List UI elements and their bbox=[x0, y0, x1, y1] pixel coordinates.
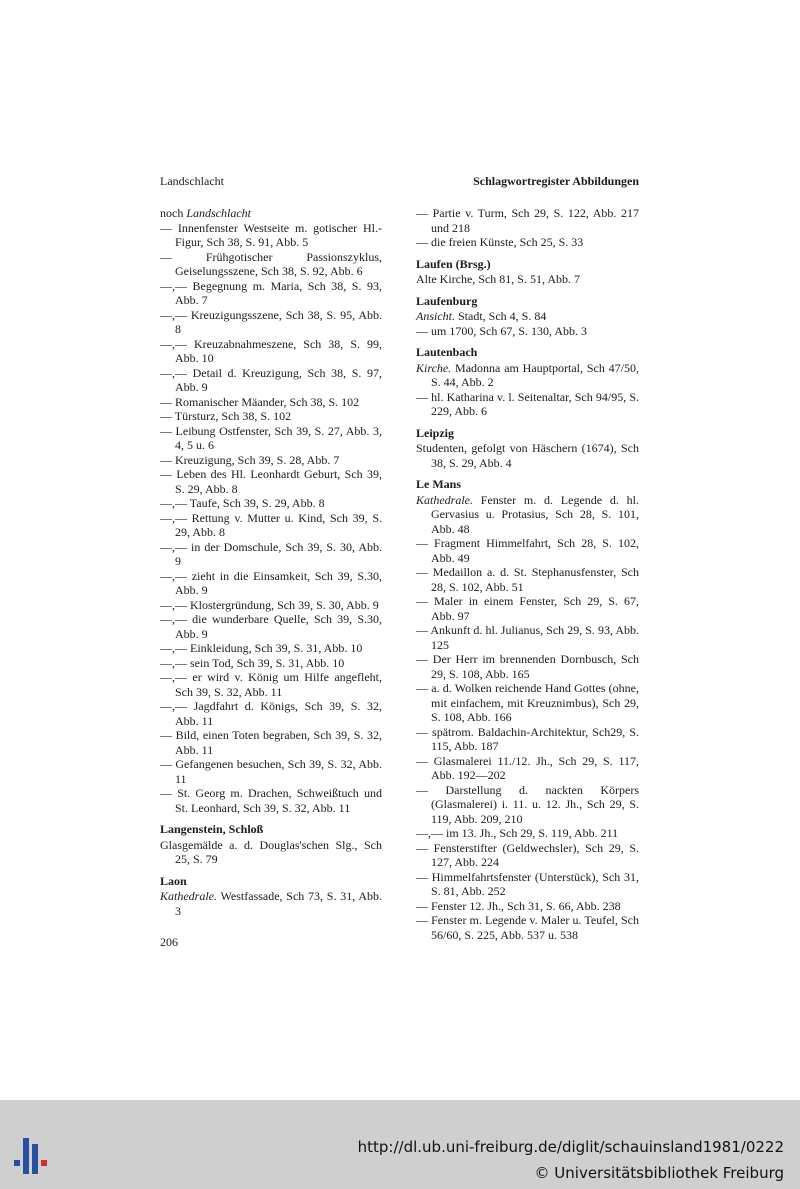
index-entry-text: — Maler in einem Fenster, Sch 29, S. 67, Abb. 97 bbox=[416, 594, 639, 623]
index-entry bbox=[416, 652, 639, 681]
index-entry bbox=[160, 540, 382, 569]
index-entry-italic-head: Kirche. bbox=[416, 360, 452, 375]
index-entry-text: — Fragment Himmelfahrt, Sch 28, S. 102, Abb. 49 bbox=[416, 536, 639, 565]
index-entry-text: —,— Rettung v. Mutter u. Kind, Sch 39, S. 29, Abb. 8 bbox=[160, 510, 382, 539]
index-entry-text: — Partie v. Turm, Sch 29, S. 122, Abb. 217 und 218 bbox=[416, 206, 639, 235]
index-entry bbox=[160, 670, 382, 699]
index-entry-text: —,— Taufe, Sch 39, S. 29, Abb. 8 bbox=[160, 496, 325, 510]
index-entry bbox=[160, 496, 382, 511]
index-entry-text: — Türsturz, Sch 38, S. 102 bbox=[160, 409, 292, 423]
index-section-header: Lautenbach bbox=[416, 345, 478, 359]
index-entry bbox=[416, 725, 639, 754]
index-entry bbox=[416, 783, 639, 827]
index-entry bbox=[160, 453, 382, 468]
index-entry-text: —,— Jagdfahrt d. Königs, Sch 39, S. 32, Abb. 11 bbox=[160, 699, 382, 728]
index-entry bbox=[416, 441, 639, 470]
index-entry-text: —,— Klostergründung, Sch 39, S. 30, Abb. 9 bbox=[160, 597, 379, 612]
index-entry-text: — Gefangenen besuchen, Sch 39, S. 32, Abb. 11 bbox=[160, 757, 382, 786]
index-entry bbox=[160, 838, 382, 867]
index-entry bbox=[416, 565, 639, 594]
index-entry bbox=[160, 699, 382, 728]
index-entry bbox=[160, 511, 382, 540]
index-entry bbox=[416, 623, 639, 652]
index-entry-text: — die freien Künste, Sch 25, S. 33 bbox=[416, 235, 584, 249]
index-entry bbox=[160, 221, 382, 250]
index-entry bbox=[160, 786, 382, 815]
index-entry-text: — Himmelfahrtsfenster (Unterstück), Sch 31, S. 81, Abb. 252 bbox=[416, 869, 639, 898]
index-entry bbox=[416, 493, 639, 537]
index-column-right bbox=[416, 206, 639, 942]
index-entry-text: — Fenster m. Legende v. Maler u. Teufel, Sch 56/60, S. 225, Abb. 537 u. 538 bbox=[416, 913, 639, 942]
index-entry-text: — Innenfenster Westseite m. gotischer Hl.-Figur, Sch 38, S. 91, Abb. 5 bbox=[160, 220, 382, 249]
index-entry bbox=[160, 206, 382, 221]
index-entry-text: —,— er wird v. König um Hilfe angefleht, Sch 39, S. 32, Abb. 11 bbox=[160, 670, 382, 699]
index-entry-text: —,— Kreuzabnahmeszene, Sch 38, S. 99, Abb. 10 bbox=[160, 336, 382, 365]
index-entry bbox=[416, 870, 639, 899]
index-entry-text: — Frühgotischer Passionszyklus, Geiselungsszene, Sch 38, S. 92, Abb. 6 bbox=[160, 249, 382, 278]
index-column-left bbox=[160, 206, 382, 918]
index-entry-text: — Bild, einen Toten begraben, Sch 39, S. 32, Abb. 11 bbox=[160, 728, 382, 757]
index-entry-text: — Leibung Ostfenster, Sch 39, S. 27, Abb. 3, 4, 5 u. 6 bbox=[160, 423, 382, 452]
footer-url-link[interactable]: http://dl.ub.uni-freiburg.de/diglit/schauinsland1981/0222 bbox=[357, 1138, 784, 1156]
index-entry bbox=[160, 612, 382, 641]
index-entry-text: —,— sein Tod, Sch 39, S. 31, Abb. 10 bbox=[160, 655, 345, 670]
index-entry-text: noch bbox=[160, 206, 187, 220]
index-entry-text: — um 1700, Sch 67, S. 130, Abb. 3 bbox=[416, 323, 588, 338]
index-entry-text: Alte Kirche, Sch 81, S. 51, Abb. 7 bbox=[416, 272, 580, 286]
index-entry bbox=[160, 641, 382, 656]
index-entry bbox=[160, 366, 382, 395]
index-entry-text: — Darstellung d. nackten Körpers (Glasmalerei) i. 11. u. 12. Jh., Sch 29, S. 119, Abb. 209, 210 bbox=[416, 782, 639, 826]
index-entry-text: — spätrom. Baldachin-Architektur, Sch29, S. 115, Abb. 187 bbox=[416, 724, 639, 753]
index-section-header: Le Mans bbox=[416, 477, 461, 491]
index-section-header: Langenstein, Schloß bbox=[160, 822, 264, 836]
index-entry-text: — Der Herr im brennenden Dornbusch, Sch 29, S. 108, Abb. 165 bbox=[416, 652, 639, 681]
index-entry-text: Fenster m. d. Legende d. hl. Gervasius u. Protasius, Sch 28, S. 101, Abb. 48 bbox=[431, 492, 639, 536]
index-entry bbox=[416, 235, 639, 250]
index-entry bbox=[416, 594, 639, 623]
index-section-header: Leipzig bbox=[416, 425, 454, 440]
index-section-header: Laufen (Brsg.) bbox=[416, 256, 491, 271]
index-entry bbox=[416, 361, 639, 390]
index-entry bbox=[160, 337, 382, 366]
page-number: 206 bbox=[160, 935, 178, 949]
index-entry-text: —,— zieht in die Einsamkeit, Sch 39, S.30, Abb. 9 bbox=[160, 568, 382, 597]
index-entry bbox=[160, 409, 382, 424]
index-entry bbox=[416, 681, 639, 725]
index-entry-text: Madonna am Hauptportal, Sch 47/50, S. 44, Abb. 2 bbox=[431, 360, 639, 389]
index-entry-text: — Glasmalerei 11./12. Jh., Sch 29, S. 117, Abb. 192—202 bbox=[416, 753, 639, 782]
index-entry-text: — Kreuzigung, Sch 39, S. 28, Abb. 7 bbox=[160, 452, 340, 467]
index-entry bbox=[160, 598, 382, 613]
index-entry bbox=[416, 899, 639, 914]
index-entry-text: — St. Georg m. Drachen, Schweißtuch und St. Leonhard, Sch 39, S. 32, Abb. 11 bbox=[160, 786, 382, 815]
index-entry-italic-head: Kathedrale. bbox=[160, 889, 217, 903]
index-entry-text: —,— in der Domschule, Sch 39, S. 30, Abb. 9 bbox=[160, 539, 382, 568]
index-entry bbox=[416, 913, 639, 942]
index-entry bbox=[160, 467, 382, 496]
index-entry bbox=[160, 728, 382, 757]
index-entry bbox=[416, 390, 639, 419]
index-entry bbox=[416, 826, 639, 841]
running-head-left: Landschlacht bbox=[160, 174, 224, 188]
index-entry bbox=[160, 250, 382, 279]
index-entry-text: — Fenster 12. Jh., Sch 31, S. 66, Abb. 238 bbox=[416, 898, 621, 913]
index-entry-text: —,— Begegnung m. Maria, Sch 38, S. 93, Abb. 7 bbox=[160, 278, 382, 307]
index-entry-text: Glasgemälde a. d. Douglas'schen Slg., Sch 25, S. 79 bbox=[160, 837, 382, 866]
index-entry bbox=[160, 757, 382, 786]
index-entry-text: Studenten, gefolgt von Häschern (1674), Sch 38, S. 29, Abb. 4 bbox=[416, 441, 639, 470]
index-section-header: Laufenburg bbox=[416, 293, 478, 308]
index-entry-text: — Ankunft d. hl. Julianus, Sch 29, S. 93, Abb. 125 bbox=[416, 623, 639, 652]
index-entry-text: — Romanischer Mäander, Sch 38, S. 102 bbox=[160, 394, 360, 409]
index-section-header: Laon bbox=[160, 873, 187, 888]
index-entry bbox=[160, 569, 382, 598]
index-entry bbox=[416, 841, 639, 870]
index-entry-text: — Medaillon a. d. St. Stephanusfenster, Sch 28, S. 102, Abb. 51 bbox=[416, 565, 639, 594]
index-entry-text: — a. d. Wolken reichende Hand Gottes (ohne, mit einfachem, mit Kreuznimbus), Sch 29, S. 108, Abb. 166 bbox=[416, 681, 639, 724]
index-entry-text: —,— Einkleidung, Sch 39, S. 31, Abb. 10 bbox=[160, 641, 363, 655]
index-entry bbox=[160, 395, 382, 410]
index-entry-italic-head: Kathedrale. bbox=[416, 492, 473, 507]
index-entry bbox=[160, 889, 382, 918]
footer-copyright: © Universitätsbibliothek Freiburg bbox=[534, 1164, 784, 1182]
index-entry-text: —,— Detail d. Kreuzigung, Sch 38, S. 97, Abb. 9 bbox=[160, 365, 382, 394]
index-entry-italic-head: Ansicht. bbox=[416, 309, 455, 323]
index-entry bbox=[160, 424, 382, 453]
index-entry-text: —,— Kreuzigungsszene, Sch 38, S. 95, Abb. 8 bbox=[160, 307, 382, 336]
index-entry bbox=[160, 279, 382, 308]
index-entry bbox=[160, 656, 382, 671]
index-entry-text: Stadt, Sch 4, S. 84 bbox=[455, 309, 547, 323]
index-entry-text: — Leben des Hl. Leonhardt Geburt, Sch 39, S. 29, Abb. 8 bbox=[160, 467, 382, 496]
index-entry bbox=[416, 754, 639, 783]
ub-freiburg-logo-icon bbox=[10, 1134, 50, 1178]
index-entry-text: — hl. Katharina v. l. Seitenaltar, Sch 94/95, S. 229, Abb. 6 bbox=[416, 389, 639, 418]
index-entry bbox=[416, 309, 639, 324]
index-entry bbox=[416, 206, 639, 235]
index-entry-text: Westfassade, Sch 73, S. 31, Abb. 3 bbox=[175, 889, 382, 918]
index-entry-text: —,— im 13. Jh., Sch 29, S. 119, Abb. 211 bbox=[416, 826, 619, 840]
index-entry bbox=[416, 272, 639, 287]
index-entry-italic-tail: Landschlacht bbox=[186, 206, 251, 220]
index-entry-text: — Fensterstifter (Geldwechsler), Sch 29, S. 127, Abb. 224 bbox=[416, 840, 639, 869]
index-entry-text: —,— die wunderbare Quelle, Sch 39, S.30, Abb. 9 bbox=[160, 612, 382, 641]
running-head-right: Schlagwortregister Abbildungen bbox=[473, 174, 639, 188]
index-entry bbox=[416, 324, 639, 339]
index-entry bbox=[416, 536, 639, 565]
index-entry bbox=[160, 308, 382, 337]
